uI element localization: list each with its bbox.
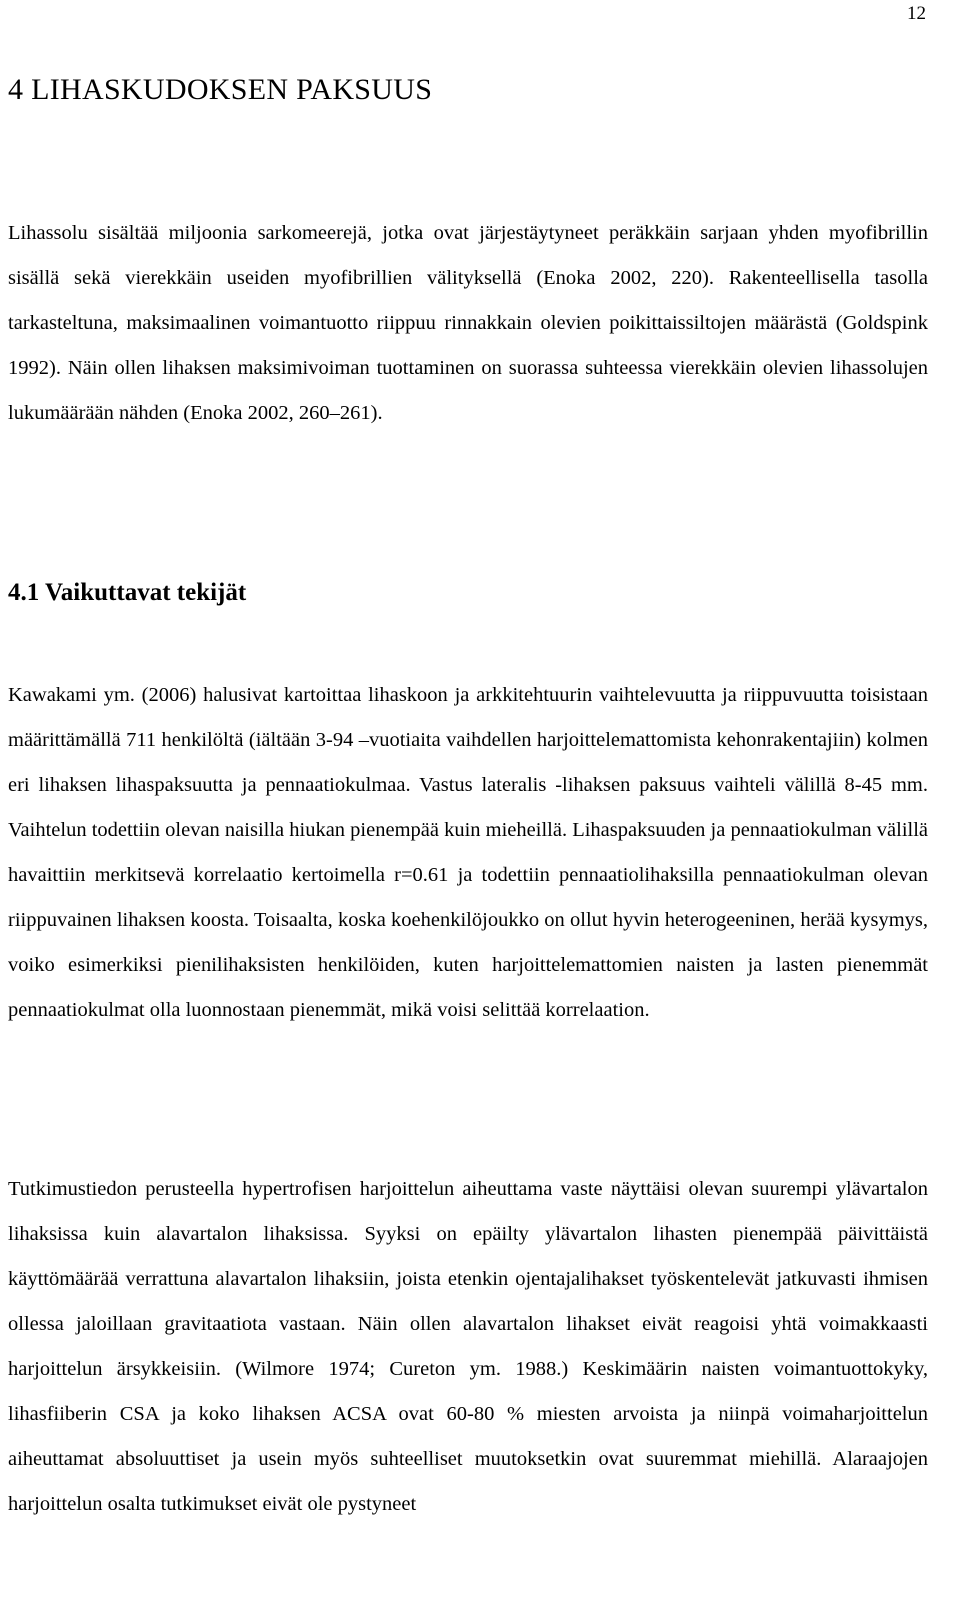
section-title: 4.1 Vaikuttavat tekijät [8, 579, 247, 606]
paragraph-hypertrophy: Tutkimustiedon perusteella hypertrofisen harjoittelun aiheuttama vaste näyttäisi olevan suurempi ylävartalon lihaksissa kuin alavartalon lihaksissa. Syyksi on epäilty ylävartalon lihasten pienempää päivittäistä käyttömäärää verrattuna alavartalon lihaksiin, joista etenkin ojentajalihakset työskentelevät jatkuvasti ihmisen ollessa jaloillaan gravitaatiota vastaan. Näin ollen alavartalon lihakset eivät reagoisi yhtä voimakkaasti harjoittelun ärsykkeisiin. (Wilmore 1974; Cureton ym. 1988.) Keskimäärin naisten voimantuottokyky, lihasfiiberin CSA ja koko lihaksen ACSA ovat 60-80 % miesten arvoista ja niinpä voimaharjoittelun aiheuttamat absoluuttiset ja usein myös suhteelliset muutoksetkin ovat suuremmat miehillä. Alaraajojen harjoittelun osalta tutkimukset eivät ole pystyneet [8, 1178, 928, 1515]
paragraph-kawakami: Kawakami ym. (2006) halusivat kartoittaa lihaskoon ja arkkitehtuurin vaihtelevuutta ja riippuvuutta toisistaan määrittämällä 711 henkilöltä (iältään 3-94 –vuotiaita vaihdellen harjoittelemattomista kehonrakentajiin) kolmen eri lihaksen lihaspaksuutta ja pennaatiokulmaa. Vastus lateralis -lihaksen paksuus vaihteli välillä 8-45 mm. Vaihtelun todettiin olevan naisilla hiukan pienempää kuin mieheillä. Lihaspaksuuden ja pennaatiokulman välillä havaittiin merkitsevä korrelaatio kertoimella r=0.61 ja todettiin pennaatiolihaksilla pennaatiokulman olevan riippuvainen lihaksen koosta. Toisaalta, koska koehenkilöjoukko on ollut hyvin heterogeeninen, herää kysymys, voiko esimerkiksi pienilihaksisten henkilöiden, kuten harjoittelemattomien naisten ja lasten pienemmät pennaatiokulmat olla luonnostaan pienemmät, mikä voisi selittää korrelaation. [8, 684, 928, 1021]
paragraph-intro: Lihassolu sisältää miljoonia sarkomeerejä, jotka ovat järjestäytyneet peräkkäin sarjaan yhden myofibrillin sisällä sekä vierekkäin useiden myofibrillien välityksellä (Enoka 2002, 220). Rakenteellisella tasolla tarkasteltuna, maksimaalinen voimantuotto riippuu rinnakkain olevien poikittaissiltojen määrästä (Goldspink 1992). Näin ollen lihaksen maksimivoiman tuottaminen on suorassa suhteessa vierekkäin olevien lihassolujen lukumäärään nähden (Enoka 2002, 260–261). [8, 222, 928, 424]
page-number: 12 [907, 3, 926, 24]
chapter-title: 4 LIHASKUDOKSEN PAKSUUS [8, 73, 433, 106]
